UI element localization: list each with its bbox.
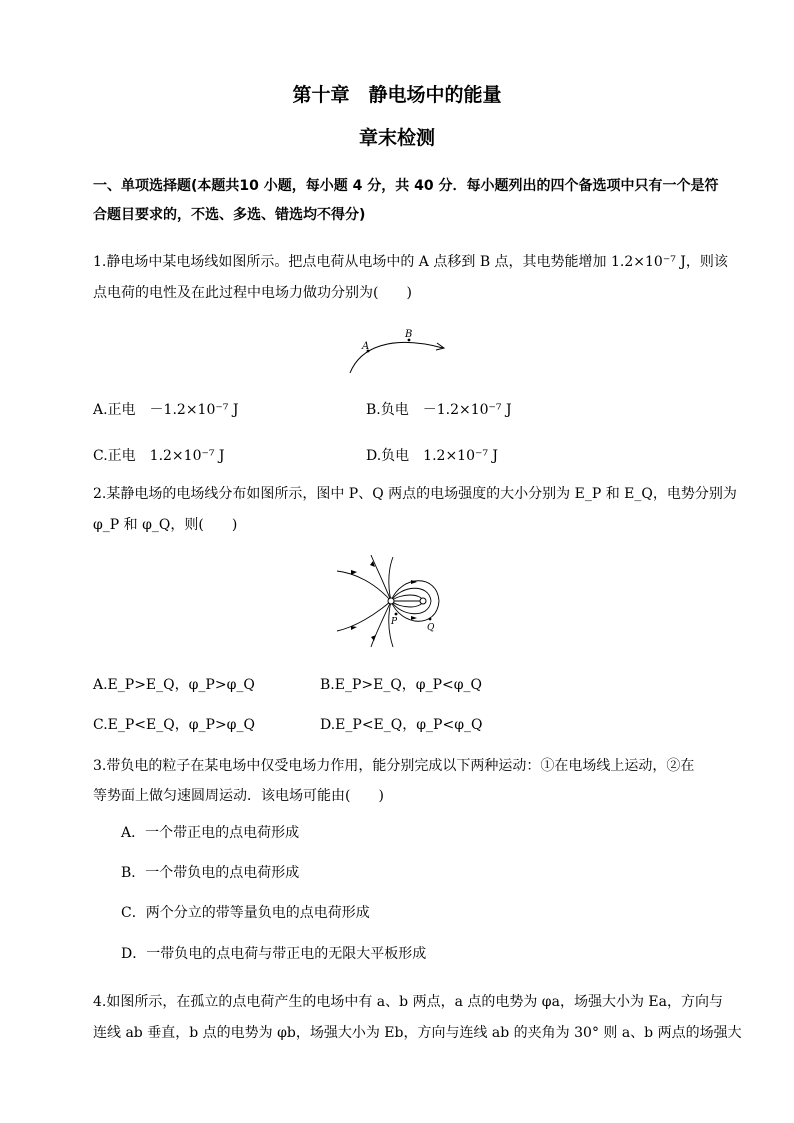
q1-field-line-figure: [340, 326, 450, 376]
q2-option-a[interactable]: A.E_P>E_Q，φ_P>φ_Q: [93, 677, 255, 693]
q2-option-c[interactable]: C.E_P<E_Q，φ_P>φ_Q: [93, 717, 255, 733]
q2-option-d[interactable]: D.E_P<E_Q，φ_P<φ_Q: [320, 717, 483, 733]
q1-label-b: B: [405, 329, 413, 340]
q2-stem-line2: φ_P 和 φ_Q，则( ): [93, 517, 238, 533]
q3-stem-line2: 等势面上做匀速圆周运动．该电场可能由( ): [93, 788, 384, 804]
q3-option-c[interactable]: C．两个分立的带等量负电的点电荷形成: [121, 905, 370, 921]
q4-stem-line2: 连线 ab 垂直，b 点的电势为 φb，场强大小为 Eb，方向与连线 ab 的夹角为 30° 则 a、b 两点的场强大: [93, 1025, 742, 1041]
q2-option-b[interactable]: B.E_P>E_Q，φ_P<φ_Q: [320, 677, 483, 693]
q2-stem-line1: 2.某静电场的电场线分布如图所示，图中 P、Q 两点的电场强度的大小分别为 E_P 和 E_Q，电势分别为: [93, 486, 737, 502]
q2-label-q: Q: [427, 623, 435, 633]
chapter-subtitle: 章末检测: [358, 127, 435, 149]
q3-option-d[interactable]: D．一带负电的点电荷与带正电的无限大平板形成: [121, 946, 427, 962]
q1-stem-line2: 点电荷的电性及在此过程中电场力做功分别为( ): [93, 285, 412, 301]
q2-field-line-figure: [335, 553, 460, 648]
q1-option-c[interactable]: C.正电 1.2×10⁻⁷ J: [93, 448, 225, 464]
section-heading-line1: 一、单项选择题(本题共10 小题，每小题 4 分，共 40 分．每小题列出的四个备选项中只有一个是符: [93, 178, 719, 194]
q4-stem-line1: 4.如图所示，在孤立的点电荷产生的电场中有 a、b 两点，a 点的电势为 φa，场强大小为 Ea，方向与: [93, 994, 723, 1010]
q3-option-b[interactable]: B．一个带负电的点电荷形成: [121, 865, 300, 881]
q3-stem-line1: 3.带负电的粒子在某电场中仅受电场力作用，能分别完成以下两种运动：①在电场线上运动，②在: [93, 758, 695, 774]
section-heading-line2: 合题目要求的，不选、多选、错选均不得分): [93, 207, 366, 223]
chapter-title: 第十章 静电场中的能量: [292, 84, 502, 106]
q1-stem-line1: 1.静电场中某电场线如图所示。把点电荷从电场中的 A 点移到 B 点，其电势能增加 1.2×10⁻⁷ J，则该: [93, 254, 728, 270]
q1-option-a[interactable]: A.正电 －1.2×10⁻⁷ J: [93, 402, 239, 418]
q2-label-p: P: [391, 617, 398, 627]
q1-label-a: A: [362, 341, 370, 352]
q1-option-d[interactable]: D.负电 1.2×10⁻⁷ J: [366, 448, 499, 464]
q1-option-b[interactable]: B.负电 －1.2×10⁻⁷ J: [366, 402, 512, 418]
q3-option-a[interactable]: A．一个带正电的点电荷形成: [121, 825, 300, 841]
